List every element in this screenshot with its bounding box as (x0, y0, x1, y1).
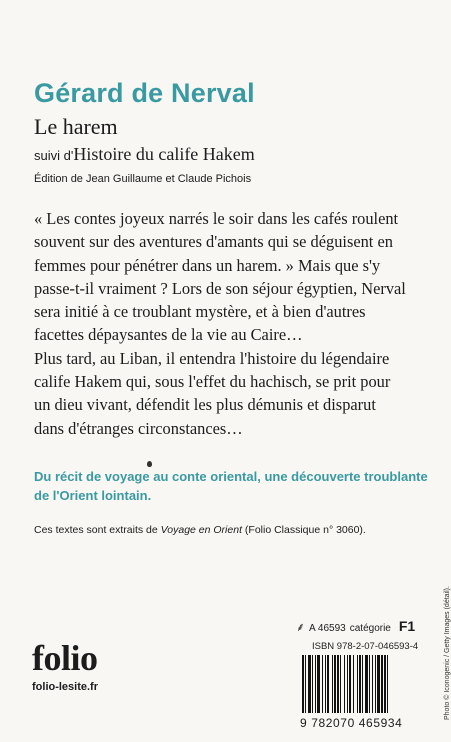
source-note (34, 524, 366, 536)
ref-number: A 46593 (309, 623, 346, 634)
barcode-bars-icon (300, 655, 428, 713)
tagline-line: de l'Orient lointain. (34, 488, 152, 503)
subtitle-prefix: suivi d' (34, 148, 74, 163)
blurb-line: un dieu vivant, défendit les plus démunis et disparut (34, 395, 376, 415)
category-label: catégorie (349, 623, 391, 634)
publisher-site: folio-lesite.fr (32, 681, 99, 693)
source-prefix: Ces textes sont extraits de (34, 524, 161, 536)
blurb-line: Plus tard, au Liban, il entendra l'histoire du légendaire (34, 348, 390, 368)
reference-code (296, 618, 415, 635)
subtitle-text: Histoire du calife Hakem (73, 144, 255, 164)
blurb-line: souvent sur des aventures d'amants qui se déguisent en (34, 232, 393, 252)
blurb-line: dans d'étranges circonstances… (34, 418, 243, 438)
author: Gérard de Nerval (34, 78, 255, 108)
blurb-line: calife Hakem qui, sous l'effet du hachisch, se prit pour (34, 372, 391, 392)
blurb-line: « Les contes joyeux narrés le soir dans les cafés roulent (34, 209, 399, 228)
subtitle (34, 144, 255, 165)
blurb-line: passe-t-il vraiment ? Lors de son séjour égyptien, Nerval (34, 278, 406, 298)
photo-credit: Photo © Iconogenic / Getty Images (détail). (444, 586, 451, 720)
blurb-line: facettes dépaysantes de la vie au Caire… (34, 325, 303, 345)
tagline-line: Du récit de voyage au conte oriental, une découverte troublante (34, 469, 428, 484)
barcode (300, 655, 428, 713)
ref-ornament-icon: ⸙ (296, 620, 306, 634)
edition-credit: Édition de Jean Guillaume et Claude Pichois (34, 173, 252, 185)
barcode-number: 9 782070 465934 (300, 716, 403, 730)
book-title: Le harem (34, 114, 118, 139)
source-work: Voyage en Orient (160, 524, 242, 536)
tagline (34, 467, 434, 505)
blurb-line: sera initié à ce troublant mystère, et à bien d'autres (34, 302, 366, 322)
source-suffix: (Folio Classique n° 3060). (242, 524, 366, 536)
folio-logo: folio (32, 638, 98, 678)
blurb (34, 207, 434, 440)
isbn: ISBN 978-2-07-046593-4 (312, 641, 419, 652)
blurb-line: femmes pour pénétrer dans un harem. » Mais que s'y (34, 255, 381, 275)
category-code: F1 (398, 618, 416, 634)
